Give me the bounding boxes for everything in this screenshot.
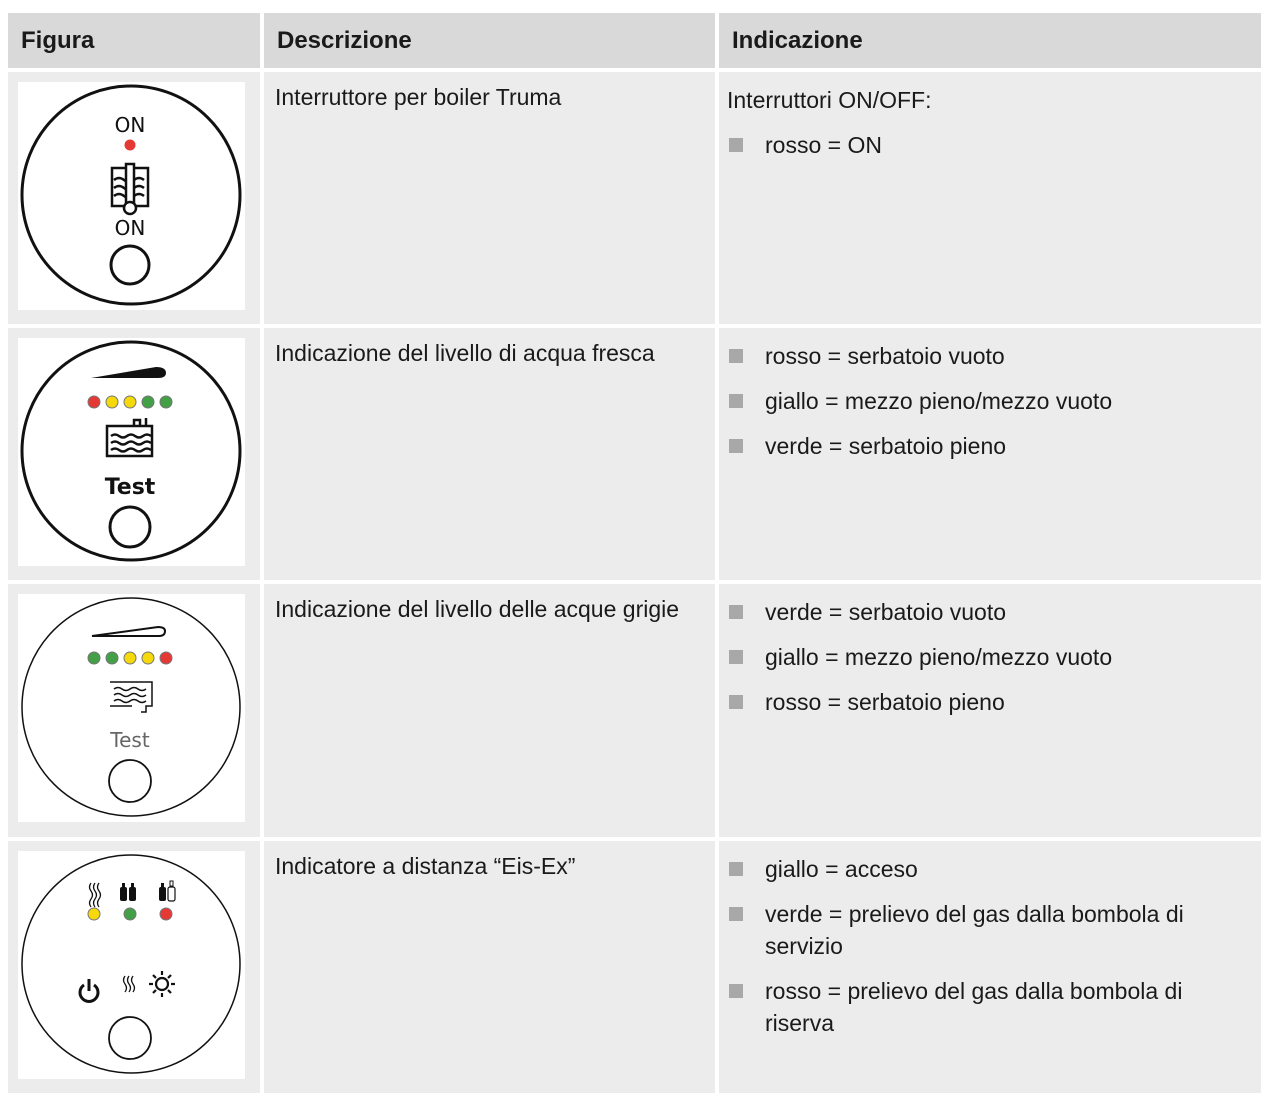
description-cell: Interruttore per boiler Truma	[264, 72, 715, 324]
on-label-bottom: ON	[114, 216, 146, 240]
header-descrizione: Descrizione	[264, 13, 715, 68]
indication-cell	[719, 841, 1261, 1093]
list-item: verde = serbatoio vuoto	[727, 596, 1253, 628]
test-label: Test	[110, 728, 150, 752]
figure-cell	[8, 328, 260, 580]
led-2	[124, 652, 136, 664]
list-item: giallo = acceso	[727, 853, 1253, 885]
description-cell: Indicatore a distanza “Eis-Ex”	[264, 841, 715, 1093]
led-1	[106, 396, 118, 408]
table-header	[8, 13, 1261, 68]
bullet-square-icon	[729, 650, 743, 664]
table-row	[8, 328, 1261, 580]
bullet-square-icon	[729, 695, 743, 709]
led-0	[88, 396, 100, 408]
led-1	[124, 908, 136, 920]
bullet-square-icon	[729, 138, 743, 152]
boiler-switch-figure	[18, 82, 245, 310]
grey-water-figure	[18, 594, 245, 822]
led-3	[142, 396, 154, 408]
description-cell: Indicazione del livello di acqua fresca	[264, 328, 715, 580]
indication-cell	[719, 328, 1261, 580]
led-4	[160, 396, 172, 408]
list-item: giallo = mezzo pieno/mezzo vuoto	[727, 641, 1253, 673]
bullet-square-icon	[729, 984, 743, 998]
test-label: Test	[104, 475, 156, 500]
header-indicazione: Indicazione	[719, 13, 1261, 68]
led-2	[160, 908, 172, 920]
led-4	[160, 652, 172, 664]
figure-cell	[8, 72, 260, 324]
led-0	[125, 140, 136, 151]
indication-cell	[719, 584, 1261, 837]
led-0	[88, 652, 100, 664]
list-item: verde = prelievo del gas dalla bombola di servizio	[727, 898, 1253, 962]
indicator-table	[8, 13, 1261, 1093]
table-row	[8, 584, 1261, 837]
indication-cell	[719, 72, 1261, 324]
list-item: rosso = ON	[727, 129, 1253, 161]
header-figura: Figura	[8, 13, 260, 68]
bullet-square-icon	[729, 349, 743, 363]
led-3	[142, 652, 154, 664]
led-0	[88, 908, 100, 920]
bullet-square-icon	[729, 907, 743, 921]
list-item: verde = serbatoio pieno	[727, 430, 1253, 462]
bullet-square-icon	[729, 394, 743, 408]
description-cell: Indicazione del livello delle acque grigie	[264, 584, 715, 837]
list-item: rosso = serbatoio pieno	[727, 686, 1253, 718]
indication-intro: Interruttori ON/OFF:	[727, 87, 932, 113]
bullet-square-icon	[729, 439, 743, 453]
on-label-top: ON	[114, 113, 146, 137]
figure-cell	[8, 584, 260, 837]
led-1	[106, 652, 118, 664]
bullet-square-icon	[729, 605, 743, 619]
eis-ex-figure	[18, 851, 245, 1079]
figure-cell	[8, 841, 260, 1093]
fresh-water-figure	[18, 338, 245, 566]
list-item: rosso = prelievo del gas dalla bombola di riserva	[727, 975, 1253, 1039]
led-2	[124, 396, 136, 408]
bullet-square-icon	[729, 862, 743, 876]
list-item: rosso = serbatoio vuoto	[727, 340, 1253, 372]
table-row	[8, 72, 1261, 324]
table-row	[8, 841, 1261, 1093]
list-item: giallo = mezzo pieno/mezzo vuoto	[727, 385, 1253, 417]
